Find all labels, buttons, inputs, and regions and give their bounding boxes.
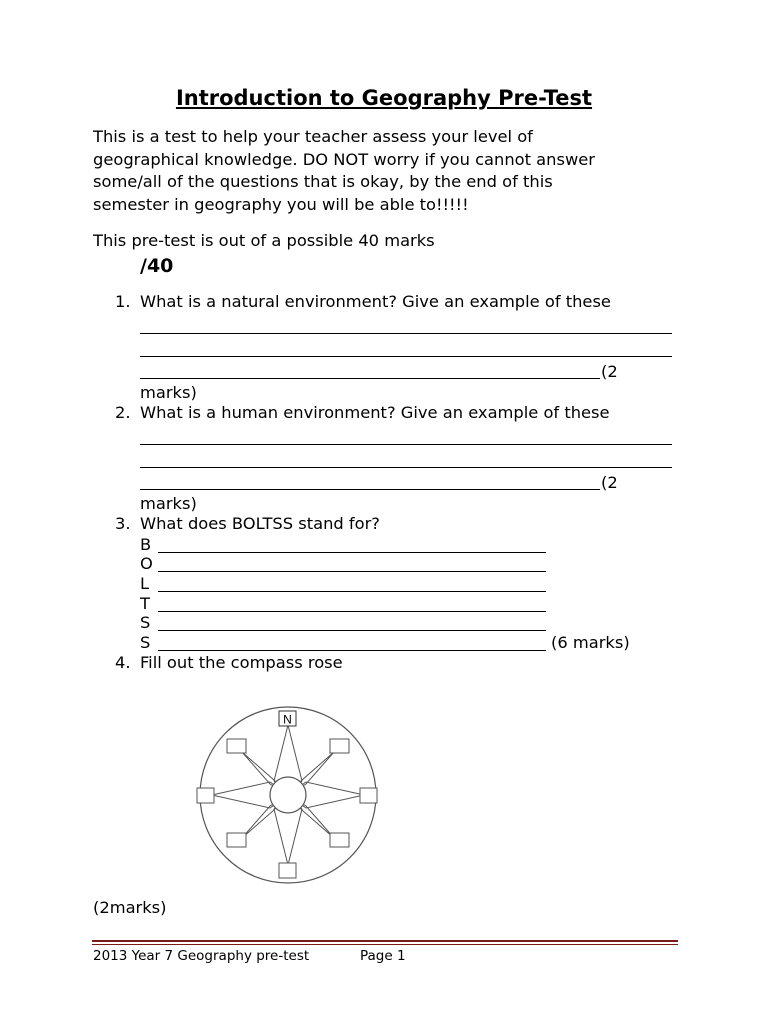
compass-box-sw[interactable] — [227, 833, 246, 847]
boltss-letter-b: B — [140, 535, 152, 554]
compass-label-n: N — [283, 712, 292, 727]
intro-line: geographical knowledge. DO NOT worry if you cannot answer — [93, 149, 595, 169]
boltss-answer-line-l[interactable] — [158, 591, 546, 592]
compass-box-nw[interactable] — [227, 739, 246, 753]
question-4-marks: (2marks) — [93, 898, 167, 917]
question-2-marks: (2 — [601, 473, 618, 492]
compass-box-s[interactable] — [279, 863, 296, 878]
intro-line: semester in geography you will be able to!!!!! — [93, 194, 469, 214]
question-1-answer-line-2[interactable] — [140, 356, 672, 357]
question-3-number: 3. — [115, 514, 131, 533]
question-2-number: 2. — [115, 403, 131, 422]
question-1-number: 1. — [115, 292, 131, 311]
question-1-answer-line-3[interactable] — [140, 378, 600, 379]
boltss-letter-s1: S — [140, 613, 151, 632]
boltss-letter-s2: S — [140, 633, 151, 652]
question-2-marks-cont: marks) — [140, 494, 197, 513]
page-title: Introduction to Geography Pre-Test — [175, 86, 593, 110]
compass-box-e[interactable] — [360, 788, 377, 803]
compass-box-ne[interactable] — [330, 739, 349, 753]
question-2-answer-line-1[interactable] — [140, 444, 672, 445]
boltss-answer-line-s1[interactable] — [158, 630, 546, 631]
footer-document-title: 2013 Year 7 Geography pre-test — [93, 948, 310, 964]
boltss-answer-line-s2[interactable] — [158, 650, 546, 651]
footer-page-number: Page 1 — [360, 948, 406, 964]
boltss-answer-line-b[interactable] — [158, 552, 546, 553]
compass-box-se[interactable] — [330, 833, 349, 847]
question-4-text: Fill out the compass rose — [140, 653, 343, 672]
question-2-text: What is a human environment? Give an example of these — [140, 403, 610, 422]
question-3-marks: (6 marks) — [551, 633, 630, 652]
question-2-answer-line-3[interactable] — [140, 489, 600, 490]
score-box[interactable]: /40 — [140, 255, 174, 277]
question-1-text: What is a natural environment? Give an example of these — [140, 292, 611, 311]
question-1-answer-line-1[interactable] — [140, 333, 672, 334]
compass-center-circle — [270, 777, 306, 813]
question-1-marks-cont: marks) — [140, 383, 197, 402]
boltss-answer-line-o[interactable] — [158, 571, 546, 572]
footer-rule-thick — [92, 940, 678, 942]
footer-rule-thin — [92, 944, 678, 945]
boltss-letter-o: O — [140, 554, 153, 573]
marks-statement: This pre-test is out of a possible 40 marks — [93, 231, 435, 250]
compass-box-w[interactable] — [197, 788, 214, 803]
boltss-answer-line-t[interactable] — [158, 611, 546, 612]
question-2-answer-line-2[interactable] — [140, 467, 672, 468]
question-4-number: 4. — [115, 653, 131, 672]
question-3-text: What does BOLTSS stand for? — [140, 514, 380, 533]
intro-line: some/all of the questions that is okay, by the end of this — [93, 172, 553, 191]
boltss-letter-t: T — [140, 594, 150, 613]
intro-line: This is a test to help your teacher assess your level of — [93, 127, 533, 146]
compass-rose — [190, 700, 390, 890]
question-1-marks: (2 — [601, 362, 618, 381]
boltss-letter-l: L — [140, 574, 150, 593]
intro-paragraph — [93, 126, 595, 216]
